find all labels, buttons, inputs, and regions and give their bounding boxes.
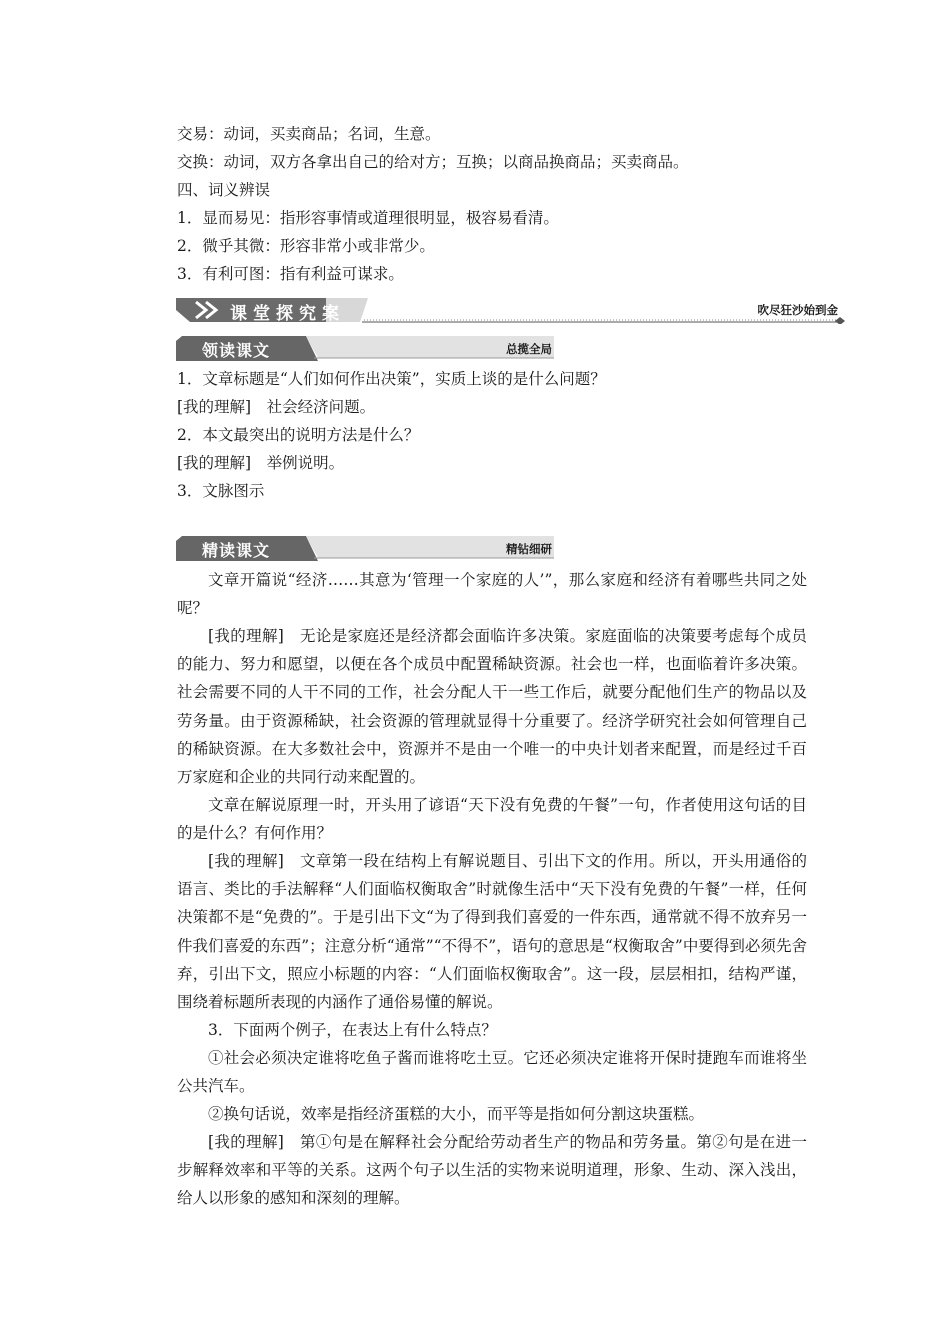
answer-paragraph: [我的理解] 文章第一段在结构上有解说题目、引出下文的作用。所以，开头用通俗的语言、类比的手法解释“人们面临权衡取舍”时就像生活中“天下没有免费的午餐”一样，任何决策都不是“免费的”。于是引出下文“为了得到我们喜爱的一件东西，通常就不得不放弃另一件我们喜爱的东西”；注意分析“通常”“不得不”，语句的意思是“权衡取舍”中要得到必须先舍弃，引出下文，照应小标题的内容：“人们面临权衡取舍”。这一段，层层相扣，结构严谨，围绕着标题所表现的内涵作了通俗易懂的解说。 [177, 852, 807, 1012]
question-paragraph: 文章在解说原理一时，开头用了谚语“天下没有免费的午餐”一句，作者使用这句话的目的是什么？有何作用？ [177, 796, 807, 843]
text-line: 四、词义辨误 [177, 181, 271, 199]
text-line: 交换：动词，双方各拿出自己的给对方；互换；以商品换商品；买卖商品。 [177, 153, 689, 171]
answer-line: [我的理解] 社会经济问题。 [177, 398, 376, 416]
answer-paragraph: [我的理解] 无论是家庭还是经济都会面临许多决策。家庭面临的决策要考虑每个成员的能力、努力和愿望，以便在各个成员中配置稀缺资源。社会也一样，也面临着许多决策。社会需要不同的人干不同的工作，社会分配人干一些工作后，就要分配他们生产的物品以及劳务量。由于资源稀缺，社会资源的管理就显得十分重要了。经济学研究社会如何管理自己的稀缺资源。在大多数社会中，资源并不是由一个唯一的中央计划者来配置，而是经过千百万家庭和企业的共同行动来配置的。 [177, 627, 807, 787]
banner-title: 课堂探究案 [230, 304, 345, 324]
section-banner [176, 296, 848, 324]
text-line: 交易：动词，买卖商品；名词，生意。 [177, 125, 441, 143]
subsection-header-close [176, 536, 556, 562]
question-line: 2．本文最突出的说明方法是什么？ [177, 426, 420, 444]
text-line: 1．显而易见：指形容事情或道理很明显，极容易看清。 [177, 209, 559, 227]
question-line: 1．文章标题是“人们如何作出决策”，实质上谈的是什么问题？ [177, 370, 606, 388]
question-paragraph: 3．下面两个例子，在表达上有什么特点？ [208, 1021, 497, 1039]
banner-tagline: 吹尽狂沙始到金 [757, 303, 838, 317]
question-paragraph: 文章开篇说“经济……其意为‘管理一个家庭的人’”，那么家庭和经济有着哪些共同之处呢？ [177, 571, 807, 618]
text-line: 2．微乎其微：形容非常小或非常少。 [177, 237, 435, 255]
subsection-header-lead [176, 336, 556, 362]
answer-paragraph: [我的理解] 第①句是在解释社会分配给劳动者生产的物品和劳务量。第②句是在进一步解释效率和平等的关系。这两个句子以生活的实物来说明道理，形象、生动、深入浅出，给人以形象的感知和深刻的理解。 [177, 1133, 807, 1208]
subsection-title: 领读课文 [202, 341, 271, 360]
subsection-title: 精读课文 [202, 541, 271, 560]
text-line: 3．有利可图：指有利益可谋求。 [177, 265, 404, 283]
subsection-tag: 总揽全局 [506, 342, 552, 356]
answer-line: [我的理解] 举例说明。 [177, 454, 345, 472]
example-paragraph: ②换句话说，效率是指经济蛋糕的大小，而平等是指如何分割这块蛋糕。 [208, 1105, 705, 1123]
example-paragraph: ①社会必须决定谁将吃鱼子酱而谁将吃土豆。它还必须决定谁将开保时捷跑车而谁将坐公共汽车。 [177, 1049, 807, 1096]
subsection-tag: 精钻细研 [506, 542, 552, 556]
question-line: 3．文脉图示 [177, 482, 265, 500]
